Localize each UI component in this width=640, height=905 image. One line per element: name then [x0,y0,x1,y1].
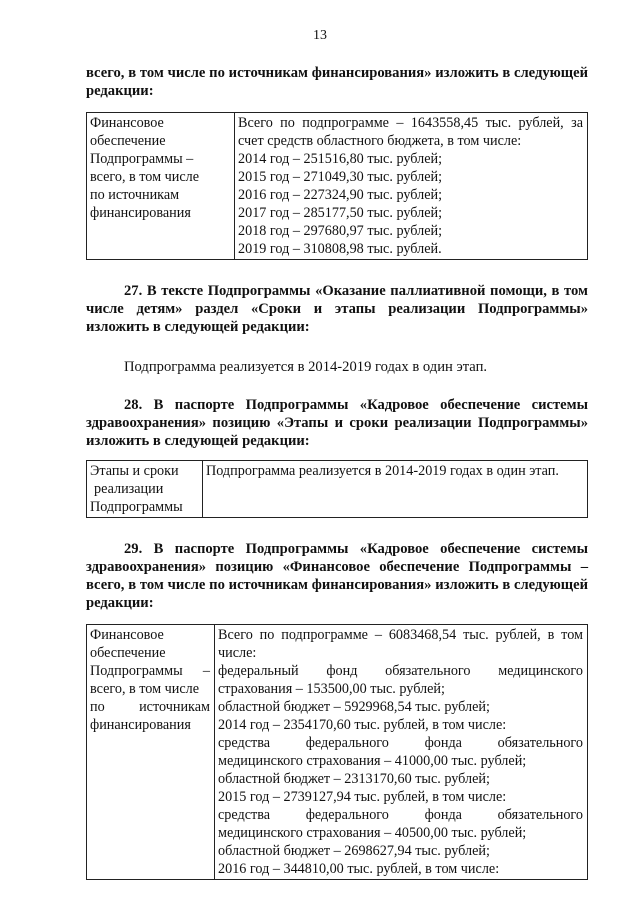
item-28-heading: 28. В паспорте Подпрограммы «Кадровое обеспечение системы здравоохранения» позицию «Этапы и сроки реализации Подпрограммы» изложить в следующей редакции: [86,397,588,449]
table3-right-line: средства федерального фонда обязательного [218,807,583,823]
intro-paragraph: всего, в том числе по источникам финансирования» изложить в следующей редакции: [86,65,588,99]
table3-left-line: финансирования [90,717,191,733]
stages-table [86,460,588,518]
table3-left-line: обеспечение [90,645,166,661]
table2-left-cell [87,461,203,518]
table3-left-line: по источникам [90,699,210,715]
financing-table-2 [86,624,588,880]
table3-right-line: 2016 год – 344810,00 тыс. рублей, в том числе: [218,861,500,877]
table1-left-line: по источникам [90,187,180,203]
financing-table-1 [86,112,588,260]
page-number: 13 [313,28,327,43]
table3-left-cell [87,625,215,880]
table3-left-line: Подпрограммы – [90,663,210,679]
table1-right-line: счет средств областного бюджета, в том числе: [238,133,522,149]
table1-left-line: Подпрограммы – [90,151,194,167]
table1-right-cell [235,113,588,260]
table1-left-line: Финансовое [90,115,164,131]
table1-left-line: всего, в том числе [90,169,200,185]
table3-right-line: 2014 год – 2354170,60 тыс. рублей, в том числе: [218,717,507,733]
table1-right-line: 2018 год – 297680,97 тыс. рублей; [238,223,443,239]
table3-right-cell [215,625,588,880]
table2-right-cell [203,461,588,518]
table3-right-line: страхования – 153500,00 тыс. рублей; [218,681,445,697]
table1-left-line: обеспечение [90,133,166,149]
table1-right-line: 2017 год – 285177,50 тыс. рублей; [238,205,443,221]
table3-left-line: Финансовое [90,627,164,643]
table3-right-line: областной бюджет – 2698627,94 тыс. рублей; [218,843,490,859]
table1-right-line: Всего по подпрограмме – 1643558,45 тыс. рублей, за [238,115,583,131]
table3-right-line: 2015 год – 2739127,94 тыс. рублей, в том числе: [218,789,507,805]
table3-right-line: областной бюджет – 5929968,54 тыс. рублей; [218,699,490,715]
table2-left-line: реализации [94,481,164,497]
table2-left-line: Этапы и сроки [90,463,179,479]
table1-left-cell [87,113,235,260]
table2-left-line: Подпрограммы [90,499,183,515]
table3-right-line: Всего по подпрограмме – 6083468,54 тыс. рублей, в том [218,627,583,643]
table3-right-line: средства федерального фонда обязательного [218,735,583,751]
table3-right-line: федеральный фонд обязательного медицинского [218,663,583,679]
table3-right-line: медицинского страхования – 41000,00 тыс. рублей; [218,753,527,769]
table1-right-line: 2016 год – 227324,90 тыс. рублей; [238,187,443,203]
table2-right-text: Подпрограмма реализуется в 2014-2019 годах в один этап. [206,463,559,479]
table3-right-line: медицинского страхования – 40500,00 тыс. рублей; [218,825,527,841]
table1-right-line: 2015 год – 271049,30 тыс. рублей; [238,169,443,185]
table3-left-line: всего, в том числе [90,681,200,697]
item-27-heading: 27. В тексте Подпрограммы «Оказание паллиативной помощи, в том числе детям» раздел «Сроки и этапы реализации Подпрограммы» изложить в следующей редакции: [86,283,588,335]
item-29-heading: 29. В паспорте Подпрограммы «Кадровое обеспечение системы здравоохранения» позицию «Финансовое обеспечение Подпрограммы – всего, в том числе по источникам финансирования» изложить в следующей редакции: [86,541,588,611]
item-27-text: Подпрограмма реализуется в 2014-2019 годах в один этап. [124,359,488,375]
table1-right-line: 2014 год – 251516,80 тыс. рублей; [238,151,443,167]
table3-right-line: областной бюджет – 2313170,60 тыс. рублей; [218,771,490,787]
table1-left-line: финансирования [90,205,191,221]
table1-right-line: 2019 год – 310808,98 тыс. рублей. [238,241,442,257]
table3-right-line: числе: [218,645,257,661]
